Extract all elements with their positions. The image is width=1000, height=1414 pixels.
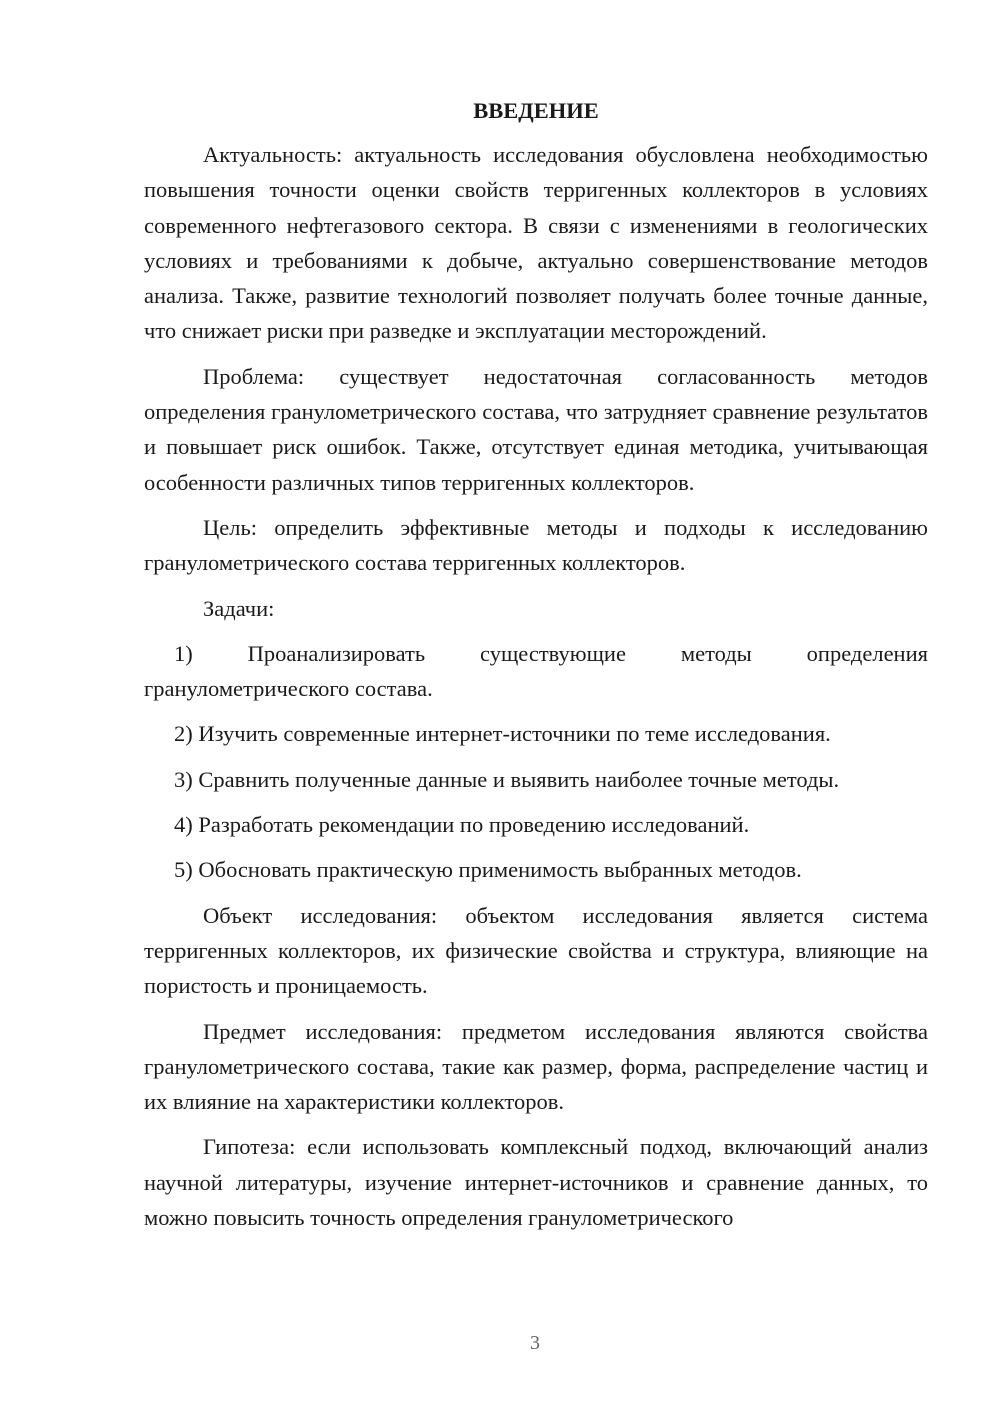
paragraph-tasks-heading: Задачи: [203, 595, 275, 621]
paragraph-relevance: Актуальность: актуальность исследования обусловлена необходимостью повышения точности оценки свойств терригенных коллекторов в условиях современного нефтегазового сектора. В связи с изменениями в геологических условиях и требованиями к добыче, актуально совершенствование методов анализа. Также, развитие технологий позволяет получать более точные данные, что снижает риски при разведке и эксплуатации месторождений. [144, 142, 928, 344]
task-item-2: 2) Изучить современные интернет-источники по теме исследования. [174, 721, 831, 747]
task-item-4: 4) Разработать рекомендации по проведению исследований. [174, 812, 750, 838]
paragraph-problem: Проблема: существует недостаточная согласованность методов определения гранулометрического состава, что затрудняет сравнение результатов и повышает риск ошибок. Также, отсутствует единая методика, учитывающая особенности различных типов терригенных коллекторов. [144, 363, 928, 495]
paragraph-goal: Цель: определить эффективные методы и подходы к исследованию гранулометрического состава терригенных коллекторов. [144, 514, 928, 576]
section-title: ВВЕДЕНИЕ [473, 98, 599, 123]
page-number: 3 [530, 1332, 540, 1354]
paragraph-object: Объект исследования: объектом исследования является система терригенных коллекторов, их физические свойства и структура, влияющие на пористость и проницаемость. [144, 902, 928, 999]
task-item-5: 5) Обосновать практическую применимость выбранных методов. [174, 857, 802, 883]
task-item-3: 3) Сравнить полученные данные и выявить наиболее точные методы. [174, 766, 840, 792]
tasks-list [144, 636, 928, 888]
paragraph-hypothesis: Гипотеза: если использовать комплексный подход, включающий анализ научной литературы, изучение интернет-источников и сравнение данных, то можно повысить точность определения гранулометрического [144, 1134, 928, 1231]
paragraph-subject: Предмет исследования: предметом исследования являются свойства гранулометрического состава, такие как размер, форма, распределение частиц и их влияние на характеристики коллекторов. [144, 1018, 928, 1115]
document-page [144, 96, 928, 1235]
task-item-1: 1) Проанализировать существующие методы определения гранулометрического состава. [144, 640, 928, 702]
